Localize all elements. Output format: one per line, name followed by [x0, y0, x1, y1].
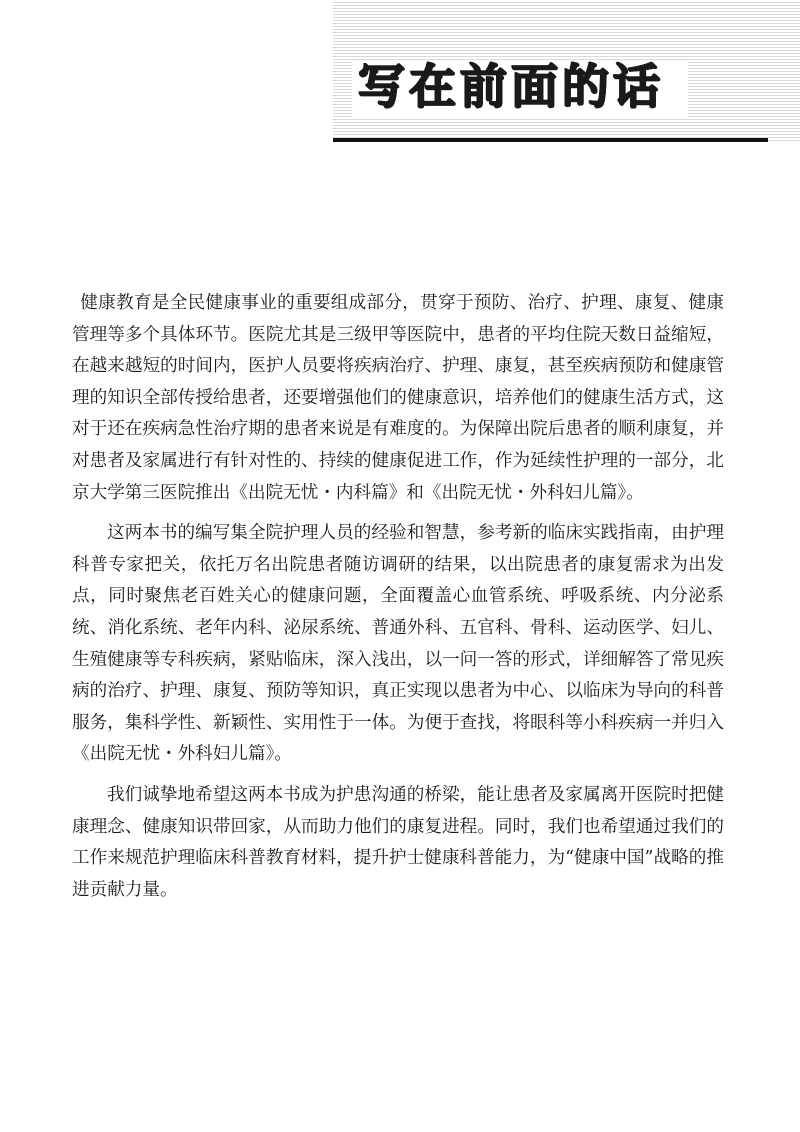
- paragraph-3: 我们诚挚地希望这两本书成为护患沟通的桥梁，能让患者及家属离开医院时把健康理念、健康知识带回家，从而助力他们的康复进程。同时，我们也希望通过我们的工作来规范护理临床科普教育材料，提升护士健康科普能力，为“健康中国”战略的推进贡献力量。: [72, 784, 724, 900]
- body-text: [72, 288, 724, 915]
- page-title: 写在前面的话: [358, 60, 664, 115]
- paragraph-2: 这两本书的编写集全院护理人员的经验和智慧，参考新的临床实践指南，由护理科普专家把关，依托万名出院患者随访调研的结果，以出院患者的康复需求为出发点，同时聚焦老百姓关心的健康问题，全面覆盖心血管系统、呼吸系统、内分泌系统、消化系统、老年内科、泌尿系统、普通外科、五官科、骨科、运动医学、妇儿、生殖健康等专科疾病，紧贴临床，深入浅出，以一问一答的形式，详细解答了常见疾病的治疗、护理、康复、预防等知识，真正实现以患者为中心、以临床为导向的科普服务，集科学性、新颖性、实用性于一体。为便于查找，将眼科等小科疾病一并归入《出院无忧・外科妇儿篇》。: [72, 523, 724, 765]
- paragraph-1: 健康教育是全民健康事业的重要组成部分，贯穿于预防、治疗、护理、康复、健康管理等多个具体环节。医院尤其是三级甲等医院中，患者的平均住院天数日益缩短，在越来越短的时间内，医护人员要将疾病治疗、护理、康复，甚至疾病预防和健康管理的知识全部传授给患者，还要增强他们的健康意识，培养他们的健康生活方式，这对于还在疾病急性治疗期的患者来说是有难度的。为保障出院后患者的顺利康复，并对患者及家属进行有针对性的、持续的健康促进工作，作为延续性护理的一部分，北京大学第三医院推出《出院无忧・内科篇》和《出院无忧・外科妇儿篇》。: [72, 293, 724, 503]
- title-underline: [333, 138, 768, 142]
